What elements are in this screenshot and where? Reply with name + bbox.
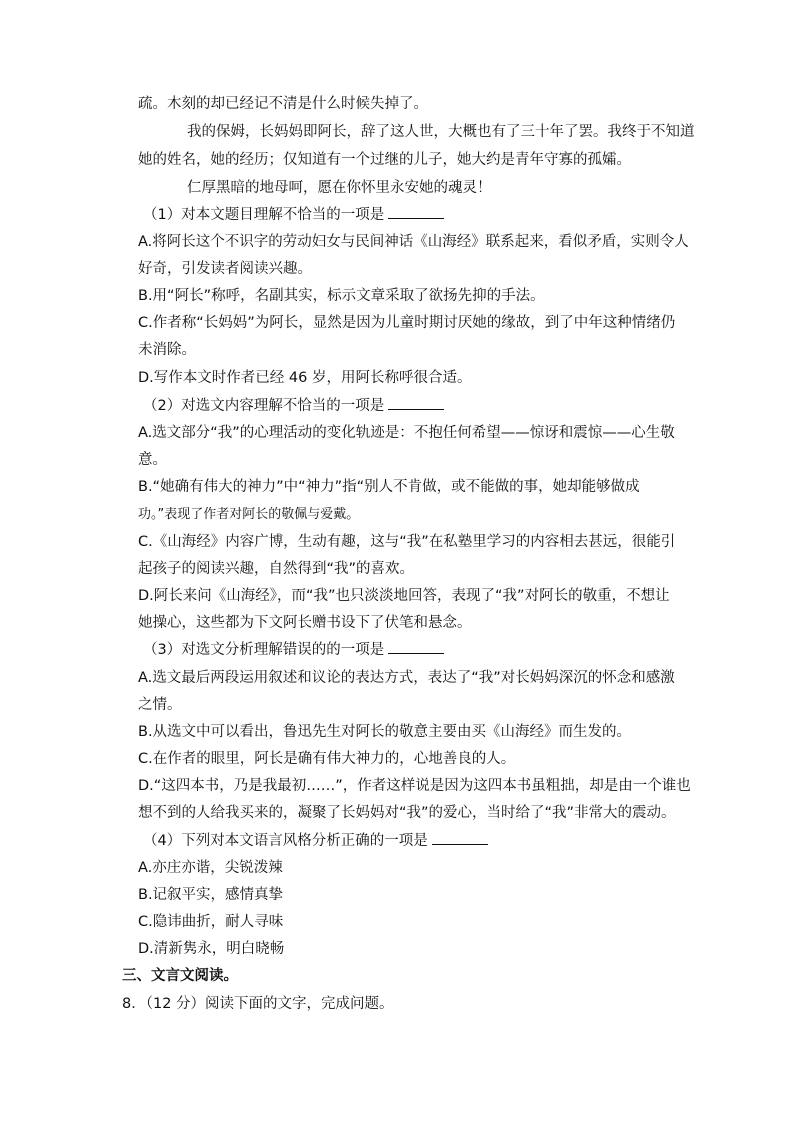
passage-line: 疏。木刻的却已经记不清是什么时候失掉了。 xyxy=(138,96,428,112)
passage-line: 她的姓名，她的经历；仅知道有一个过继的儿子，她大约是青年守寡的孤孀。 xyxy=(138,152,631,168)
option-a: A.选文部分“我”的心理活动的变化轨迹是：不抱任何希望——惊讶和震惊——心生敬 xyxy=(138,425,675,441)
option-d: D.清新隽永，明白晓畅 xyxy=(138,941,285,957)
option-c: C.隐讳曲折，耐人寻味 xyxy=(138,914,284,930)
question-1-stem: （1）对本文题目理解不恰当的一项是 xyxy=(143,206,444,224)
option-d-cont: 想不到的人给我买来的，凝聚了长妈妈对“我”的爱心，当时给了“我”非常大的震动。 xyxy=(138,805,676,821)
option-b-cont: 功。”表现了作者对阿长的敬佩与爱戴。 xyxy=(138,507,360,522)
option-d: D.阿长来问《山海经》，而“我”也只淡淡地回答，表现了“我”对阿长的敬重，不想让 xyxy=(138,588,670,604)
option-c: C.在作者的眼里，阿长是确有伟大神力的，心地善良的人。 xyxy=(138,751,516,767)
option-a: A.亦庄亦谐，尖锐泼辣 xyxy=(138,860,283,876)
question-2-stem: （2）对选文内容理解不恰当的一项是 xyxy=(143,397,444,415)
option-b: B.用“阿长”称呼，名副其实，标示文章采取了欲扬先抑的手法。 xyxy=(138,288,545,304)
answer-blank[interactable] xyxy=(432,832,488,845)
passage-line: 我的保姆，长妈妈即阿长，辞了这人世，大概也有了三十年了罢。我终于不知道 xyxy=(187,124,695,140)
option-b: B.“她确有伟大的神力”中“神力”指“别人不肯做，或不能做的事，她却能够做成 xyxy=(138,479,640,495)
option-c-cont: 起孩子的阅读兴趣，自然得到“我”的喜欢。 xyxy=(138,561,415,577)
option-d: D.“这四本书，乃是我最初……”，作者这样说是因为这四本书虽粗拙，却是由一个谁也 xyxy=(138,778,691,794)
option-b: B.记叙平实，感情真挚 xyxy=(138,887,284,903)
option-a-cont: 意。 xyxy=(138,452,167,468)
answer-blank[interactable] xyxy=(388,641,444,654)
answer-blank[interactable] xyxy=(388,206,444,219)
passage-line: 仁厚黑暗的地母呵，愿在你怀里永安她的魂灵！ xyxy=(187,180,492,196)
option-a-cont: 好奇，引发读者阅读兴趣。 xyxy=(138,261,312,277)
option-d: D.写作本文时作者已经 46 岁，用阿长称呼很合适。 xyxy=(138,370,472,386)
question-4-stem: （4）下列对本文语言风格分析正确的一项是 xyxy=(143,832,488,850)
question-3-stem: （3）对选文分析理解错误的的一项是 xyxy=(143,641,444,659)
option-b: B.从选文中可以看出，鲁迅先生对阿长的敬意主要由买《山海经》而生发的。 xyxy=(138,724,632,740)
option-c: C.《山海经》内容广博，生动有趣，这与“我”在私塾里学习的内容相去甚远，很能引 xyxy=(138,534,676,550)
option-c: C.作者称“长妈妈”为阿长，显然是因为儿童时期讨厌她的缘故，到了中年这种情绪仍 xyxy=(138,315,676,331)
option-a: A.选文最后两段运用叙述和议论的表达方式，表达了“我”对长妈妈深沉的怀念和感激 xyxy=(138,670,675,686)
section-title: 三、文言文阅读。 xyxy=(122,968,238,984)
answer-blank[interactable] xyxy=(388,397,444,410)
option-d-cont: 她操心，这些都为下文阿长赠书设下了伏笔和悬念。 xyxy=(138,615,472,631)
option-a-cont: 之情。 xyxy=(138,697,182,713)
question-8-stem: 8．（12 分）阅读下面的文字，完成问题。 xyxy=(122,996,394,1012)
option-a: A.将阿长这个不识字的劳动妇女与民间神话《山海经》联系起来，看似矛盾，实则令人 xyxy=(138,234,689,250)
option-c-cont: 未消除。 xyxy=(138,342,196,358)
